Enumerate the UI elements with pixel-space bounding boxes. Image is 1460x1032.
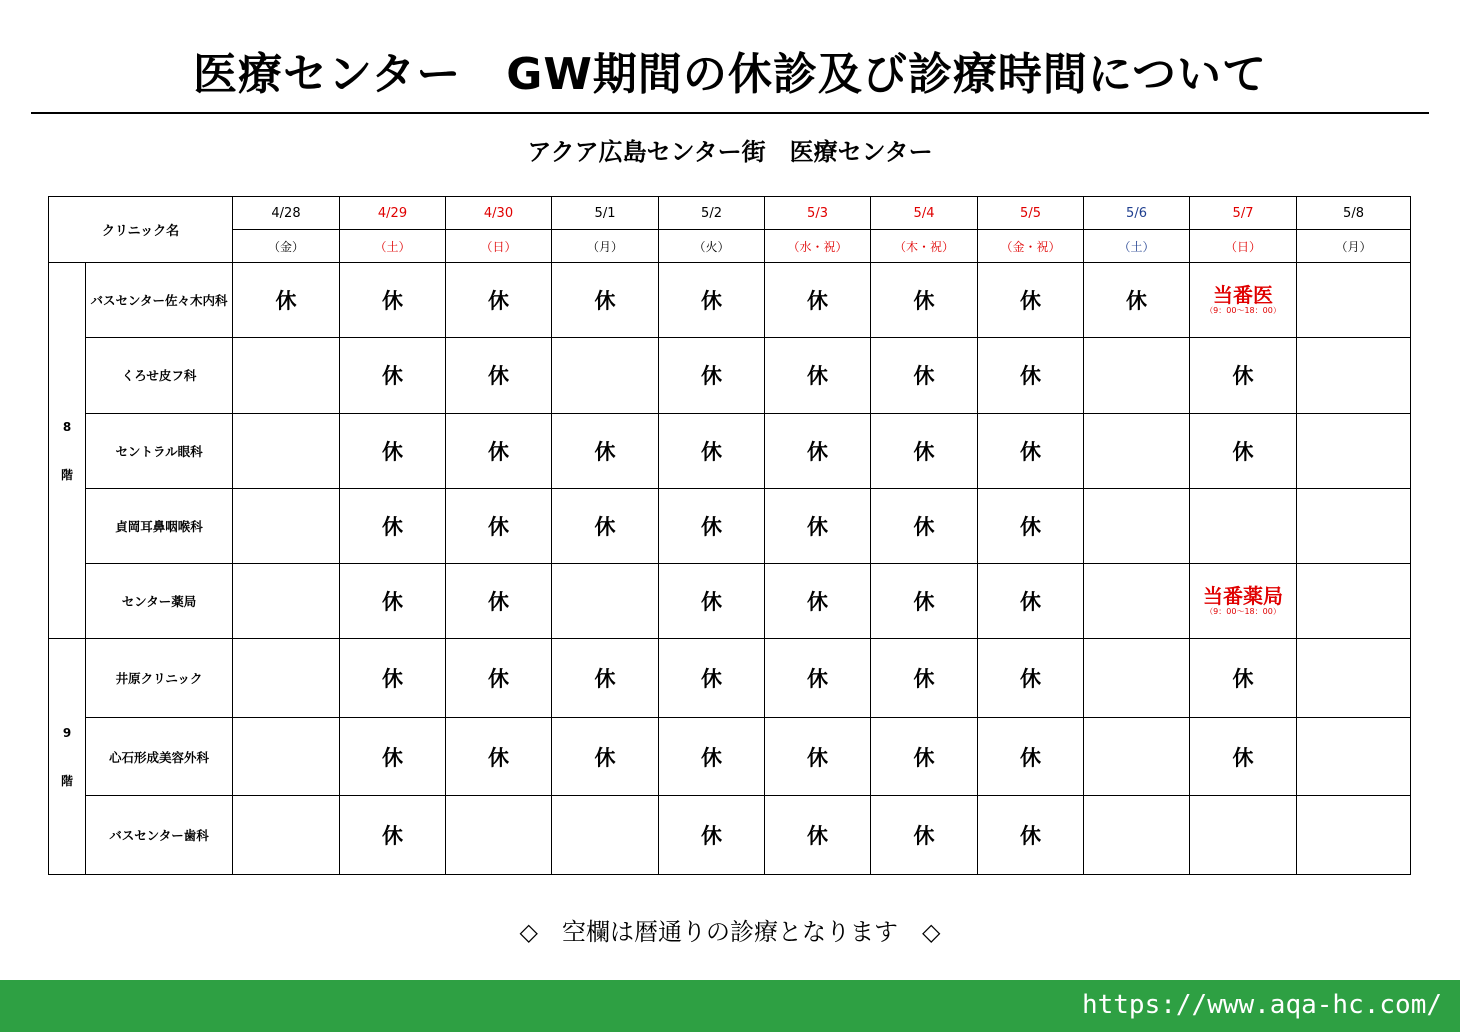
weekday-row	[49, 230, 1411, 263]
closed-cell: 休	[871, 413, 978, 488]
open-cell	[233, 564, 340, 639]
closed-cell: 休	[978, 796, 1084, 875]
floor-suffix: 階	[60, 467, 73, 482]
on-duty-hours: （9：00〜18：00）	[1205, 607, 1281, 617]
open-cell	[1297, 338, 1411, 413]
closed-cell: 休	[871, 717, 978, 796]
closed-cell: 休	[871, 796, 978, 875]
closed-cell: 休	[446, 717, 552, 796]
closed-cell: 休	[978, 639, 1084, 718]
on-duty-label	[1190, 586, 1296, 616]
closed-cell: 休	[765, 413, 871, 488]
closed-cell: 休	[659, 639, 765, 718]
closed-cell: 休	[978, 488, 1084, 563]
page-title: 医療センター GW期間の休診及び診療時間について	[192, 49, 1267, 100]
weekday-header-cell: （日）	[1190, 230, 1297, 263]
date-header-cell: 5/4	[871, 197, 978, 230]
open-cell	[1084, 338, 1190, 413]
weekday-header-cell: （水・祝）	[765, 230, 871, 263]
closed-cell: 休	[340, 564, 446, 639]
closed-cell: 休	[340, 796, 446, 875]
weekday-header-cell: （金）	[233, 230, 340, 263]
date-header-cell: 4/28	[233, 197, 340, 230]
closed-cell: 休	[871, 639, 978, 718]
clinic-name-cell: くろせ皮フ科	[86, 338, 233, 413]
closed-cell: 休	[978, 413, 1084, 488]
table-body	[49, 263, 1411, 875]
clinic-name-cell: バスセンター歯科	[86, 796, 233, 875]
open-cell	[1297, 564, 1411, 639]
closed-cell: 休	[340, 263, 446, 338]
on-duty-cell	[1190, 263, 1297, 338]
date-header-cell: 5/6	[1084, 197, 1190, 230]
open-cell	[1297, 717, 1411, 796]
date-header-cell: 5/3	[765, 197, 871, 230]
closed-cell: 休	[446, 488, 552, 563]
on-duty-text: 当番医	[1213, 283, 1274, 308]
clinic-name-header: クリニック名	[49, 197, 233, 263]
open-cell	[1297, 413, 1411, 488]
page-subtitle: アクア広島センター街 医療センター	[527, 138, 933, 166]
open-cell	[1084, 564, 1190, 639]
footnote: ◇ 空欄は暦通りの診療となります ◇	[519, 918, 941, 946]
footer-url-link[interactable]: https://www.aqa-hc.com/	[1081, 990, 1442, 1020]
date-header-cell: 5/7	[1190, 197, 1297, 230]
date-header-cell: 5/5	[978, 197, 1084, 230]
open-cell	[1190, 796, 1297, 875]
closed-cell: 休	[659, 488, 765, 563]
schedule-table	[48, 196, 1411, 875]
closed-cell: 休	[340, 338, 446, 413]
closed-cell: 休	[340, 488, 446, 563]
clinic-name-cell: 貞岡耳鼻咽喉科	[86, 488, 233, 563]
date-header-cell: 5/2	[659, 197, 765, 230]
closed-cell: 休	[659, 717, 765, 796]
closed-cell: 休	[871, 564, 978, 639]
closed-cell: 休	[765, 338, 871, 413]
closed-cell: 休	[446, 639, 552, 718]
weekday-header-cell: （土）	[1084, 230, 1190, 263]
open-cell	[1190, 488, 1297, 563]
open-cell	[1084, 488, 1190, 563]
open-cell	[233, 338, 340, 413]
open-cell	[233, 796, 340, 875]
clinic-name-cell: バスセンター佐々木内科	[86, 263, 233, 338]
closed-cell: 休	[446, 263, 552, 338]
date-header-cell: 4/29	[340, 197, 446, 230]
open-cell	[1084, 796, 1190, 875]
closed-cell: 休	[871, 263, 978, 338]
closed-cell: 休	[552, 717, 659, 796]
table-row	[49, 796, 1411, 875]
weekday-header-cell: （日）	[446, 230, 552, 263]
open-cell	[1297, 488, 1411, 563]
table-row	[49, 488, 1411, 563]
closed-cell: 休	[340, 717, 446, 796]
closed-cell: 休	[978, 564, 1084, 639]
floor-suffix: 階	[60, 773, 73, 788]
open-cell	[1297, 796, 1411, 875]
closed-cell: 休	[233, 263, 340, 338]
floor-label	[49, 639, 86, 875]
floor-number: 9	[62, 725, 72, 740]
open-cell	[233, 413, 340, 488]
closed-cell: 休	[765, 263, 871, 338]
clinic-name-cell: センター薬局	[86, 564, 233, 639]
closed-cell: 休	[446, 564, 552, 639]
on-duty-hours: （9：00〜18：00）	[1205, 306, 1281, 316]
closed-cell: 休	[552, 488, 659, 563]
closed-cell: 休	[765, 488, 871, 563]
closed-cell: 休	[871, 488, 978, 563]
table-row	[49, 263, 1411, 338]
on-duty-label	[1190, 285, 1296, 315]
open-cell	[233, 717, 340, 796]
clinic-name-cell: 心石形成美容外科	[86, 717, 233, 796]
weekday-header-cell: （金・祝）	[978, 230, 1084, 263]
date-header-cell: 5/8	[1297, 197, 1411, 230]
closed-cell: 休	[1190, 338, 1297, 413]
open-cell	[1084, 717, 1190, 796]
footer-bar	[0, 980, 1460, 1032]
open-cell	[552, 796, 659, 875]
closed-cell: 休	[659, 263, 765, 338]
floor-label	[49, 263, 86, 639]
floor-number: 8	[62, 419, 72, 434]
weekday-header-cell: （月）	[552, 230, 659, 263]
table-header	[49, 197, 1411, 263]
closed-cell: 休	[978, 263, 1084, 338]
closed-cell: 休	[659, 796, 765, 875]
table-row	[49, 413, 1411, 488]
closed-cell: 休	[978, 717, 1084, 796]
date-header-cell: 5/1	[552, 197, 659, 230]
open-cell	[1297, 263, 1411, 338]
open-cell	[1297, 639, 1411, 718]
table-row	[49, 338, 1411, 413]
weekday-header-cell: （土）	[340, 230, 446, 263]
closed-cell: 休	[659, 564, 765, 639]
on-duty-cell	[1190, 564, 1297, 639]
open-cell	[233, 488, 340, 563]
on-duty-text: 当番薬局	[1203, 584, 1284, 609]
closed-cell: 休	[552, 263, 659, 338]
closed-cell: 休	[1190, 639, 1297, 718]
date-header-cell: 4/30	[446, 197, 552, 230]
closed-cell: 休	[446, 413, 552, 488]
closed-cell: 休	[659, 338, 765, 413]
date-row	[49, 197, 1411, 230]
closed-cell: 休	[659, 413, 765, 488]
open-cell	[552, 338, 659, 413]
weekday-header-cell: （火）	[659, 230, 765, 263]
closed-cell: 休	[552, 413, 659, 488]
closed-cell: 休	[1084, 263, 1190, 338]
closed-cell: 休	[552, 639, 659, 718]
closed-cell: 休	[340, 639, 446, 718]
closed-cell: 休	[765, 717, 871, 796]
table-row	[49, 564, 1411, 639]
closed-cell: 休	[1190, 413, 1297, 488]
clinic-name-cell: セントラル眼科	[86, 413, 233, 488]
closed-cell: 休	[340, 413, 446, 488]
clinic-name-cell: 井原クリニック	[86, 639, 233, 718]
table-row	[49, 639, 1411, 718]
open-cell	[552, 564, 659, 639]
open-cell	[1084, 413, 1190, 488]
weekday-header-cell: （月）	[1297, 230, 1411, 263]
closed-cell: 休	[765, 639, 871, 718]
open-cell	[233, 639, 340, 718]
closed-cell: 休	[765, 564, 871, 639]
weekday-header-cell: （木・祝）	[871, 230, 978, 263]
open-cell	[446, 796, 552, 875]
closed-cell: 休	[446, 338, 552, 413]
title-divider	[31, 112, 1429, 114]
closed-cell: 休	[978, 338, 1084, 413]
table-row	[49, 717, 1411, 796]
closed-cell: 休	[765, 796, 871, 875]
closed-cell: 休	[1190, 717, 1297, 796]
open-cell	[1084, 639, 1190, 718]
closed-cell: 休	[871, 338, 978, 413]
